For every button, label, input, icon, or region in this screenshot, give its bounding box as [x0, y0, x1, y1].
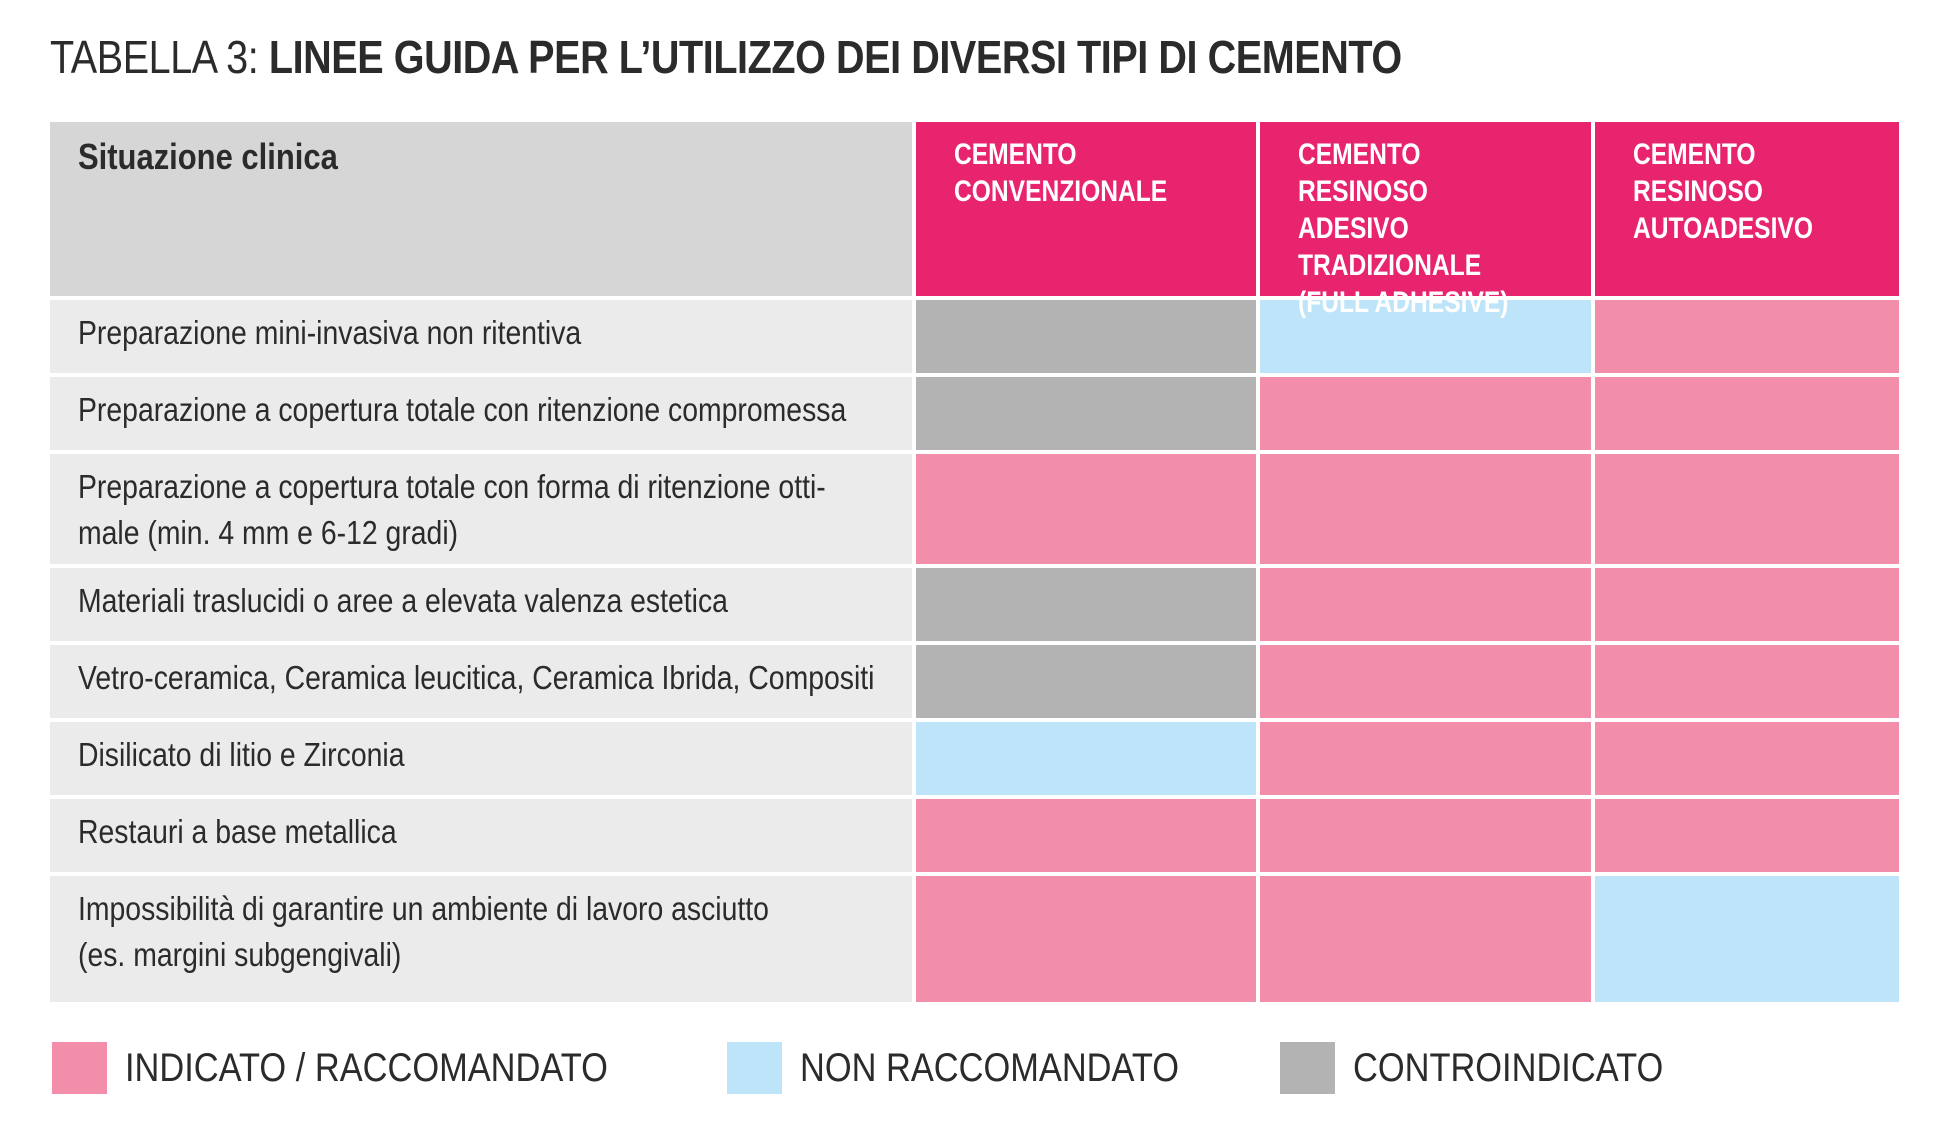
- row-label-cell: [50, 300, 912, 373]
- column-header-self-adhesive: [1595, 122, 1899, 296]
- row-label: Vetro-ceramica, Ceramica leucitica, Ceramica Ibrida, Compositi: [78, 659, 875, 696]
- column-header-label: CEMENTO RESINOSO ADESIVO TRADIZIONALE (FULL ADHESIVE): [1298, 138, 1509, 319]
- legend-swatch: [1280, 1042, 1335, 1094]
- status-cell-indicato: [1260, 377, 1591, 450]
- legend-label: CONTROINDICATO: [1353, 1045, 1664, 1090]
- status-cell-indicato: [916, 799, 1256, 872]
- legend-item-controindicato: [1280, 1042, 1714, 1094]
- legend-label: NON RACCOMANDATO: [799, 1045, 1179, 1090]
- row-label: Impossibilità di garantire un ambiente di lavoro asciutto (es. margini subgengivali): [78, 890, 769, 973]
- status-cell-indicato: [1260, 722, 1591, 795]
- status-cell-indicato: [1595, 300, 1899, 373]
- status-cell-non-raccomandato: [1595, 876, 1899, 1002]
- title-prefix: TABELLA 3:: [50, 31, 269, 83]
- status-cell-indicato: [1595, 568, 1899, 641]
- page-title: [50, 30, 1402, 84]
- status-cell-controindicato: [916, 300, 1256, 373]
- status-cell-indicato: [1595, 799, 1899, 872]
- row-label: Materiali traslucidi o aree a elevata valenza estetica: [78, 582, 728, 619]
- legend-item-non-raccomandato: [727, 1042, 1241, 1094]
- status-cell-indicato: [1260, 799, 1591, 872]
- row-label-cell: [50, 377, 912, 450]
- row-label-cell: [50, 799, 912, 872]
- row-label: Preparazione a copertura totale con ritenzione compromessa: [78, 391, 847, 428]
- row-label: Disilicato di litio e Zirconia: [78, 736, 405, 773]
- status-cell-indicato: [916, 454, 1256, 564]
- status-cell-non-raccomandato: [916, 722, 1256, 795]
- status-cell-indicato: [1260, 645, 1591, 718]
- column-header-conventional: [916, 122, 1256, 296]
- status-cell-indicato: [1595, 454, 1899, 564]
- column-header-label: CEMENTO RESINOSO AUTOADESIVO: [1633, 138, 1813, 245]
- status-cell-indicato: [1260, 568, 1591, 641]
- legend-swatch: [727, 1042, 782, 1094]
- row-label-cell: [50, 568, 912, 641]
- row-header-label: Situazione clinica: [78, 136, 338, 177]
- legend: [52, 1042, 1754, 1094]
- guidelines-table: [50, 122, 1899, 1002]
- status-cell-indicato: [1595, 377, 1899, 450]
- status-cell-controindicato: [916, 377, 1256, 450]
- row-label-cell: [50, 876, 912, 1002]
- row-label-cell: [50, 454, 912, 564]
- title-main: LINEE GUIDA PER L’UTILIZZO DEI DIVERSI TIPI DI CEMENTO: [268, 31, 1402, 83]
- legend-item-indicato: [52, 1042, 687, 1094]
- row-label: Preparazione mini-invasiva non ritentiva: [78, 314, 582, 351]
- row-label: Restauri a base metallica: [78, 813, 397, 850]
- column-header-label: CEMENTO CONVENZIONALE: [954, 138, 1168, 208]
- row-header-cell: [50, 122, 912, 296]
- status-cell-indicato: [916, 876, 1256, 1002]
- legend-swatch: [52, 1042, 107, 1094]
- status-cell-indicato: [1260, 876, 1591, 1002]
- status-cell-indicato: [1595, 722, 1899, 795]
- status-cell-indicato: [1595, 645, 1899, 718]
- row-label-cell: [50, 645, 912, 718]
- row-label-cell: [50, 722, 912, 795]
- legend-label: INDICATO / RACCOMANDATO: [125, 1045, 608, 1090]
- column-header-full-adhesive: [1260, 122, 1591, 319]
- row-label: Preparazione a copertura totale con forma di ritenzione otti- male (min. 4 mm e 6-12 gradi): [78, 468, 826, 551]
- status-cell-controindicato: [916, 645, 1256, 718]
- status-cell-controindicato: [916, 568, 1256, 641]
- status-cell-indicato: [1260, 454, 1591, 564]
